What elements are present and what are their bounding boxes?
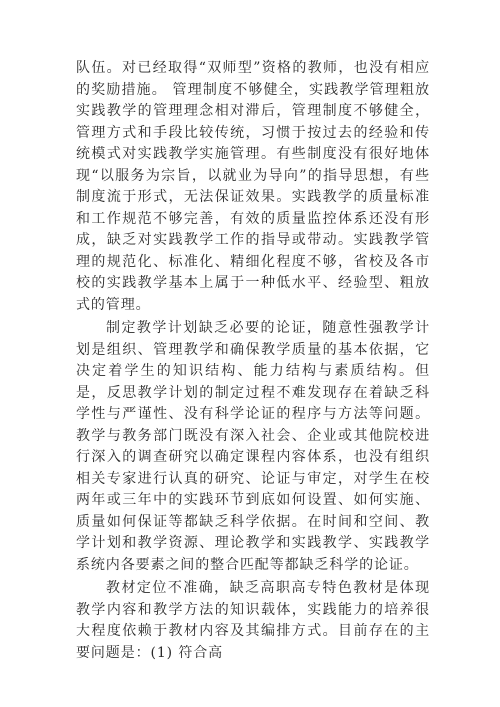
document-page [76,58,430,664]
paragraph-2: 制定教学计划缺乏必要的论证，随意性强教学计划是组织、管理教学和确保教学质量的基本依据，它决定着学生的知识结构、能力结构与素质结构。但是，反思教学计划的制定过程不难发现存在着缺乏科学性与严谨性、没有科学论证的程序与方法等问题。教学与教务部门既没有深入社会、企业或其他院校进行深入的调查研究以确定课程内容体系，也没有组织相关专家进行认真的研究、论证与审定，对学生在校两年或三年中的实践环节到底如何设置、如何实施、质量如何保证等都缺乏科学依据。在时间和空间、教学计划和教学资源、理论教学和实践教学、实践教学系统内各要素之间的整合匹配等都缺乏科学的论证。 [76,320,430,573]
paragraph-1: 队伍。对已经取得“双师型”资格的教师，也没有相应的奖励措施。 管理制度不够健全，实践教学管理粗放实践教学的管理理念相对滞后，管理制度不够健全，管理方式和手段比较传统，习惯于按过去的经验和传统模式对实践教学实施管理。有些制度没有很好地体现“以服务为宗旨，以就业为导向”的指导思想，有些制度流于形式，无法保证效果。实践教学的质量标准和工作规范不够完善，有效的质量监控体系还没有形成，缺乏对实践教学工作的指导或带动。实践教学管理的规范化、标准化、精细化程度不够，省校及各市校的实践教学基本上属于一种低水平、经验型、粗放式的管理。 [76,60,430,313]
paragraph-3: 教材定位不准确，缺乏高职高专特色教材是体现教学内容和教学方法的知识载体，实践能力的培养很大程度依赖于教材内容及其编排方式。目前存在的主要问题是：(1) 符合高 [76,580,430,661]
